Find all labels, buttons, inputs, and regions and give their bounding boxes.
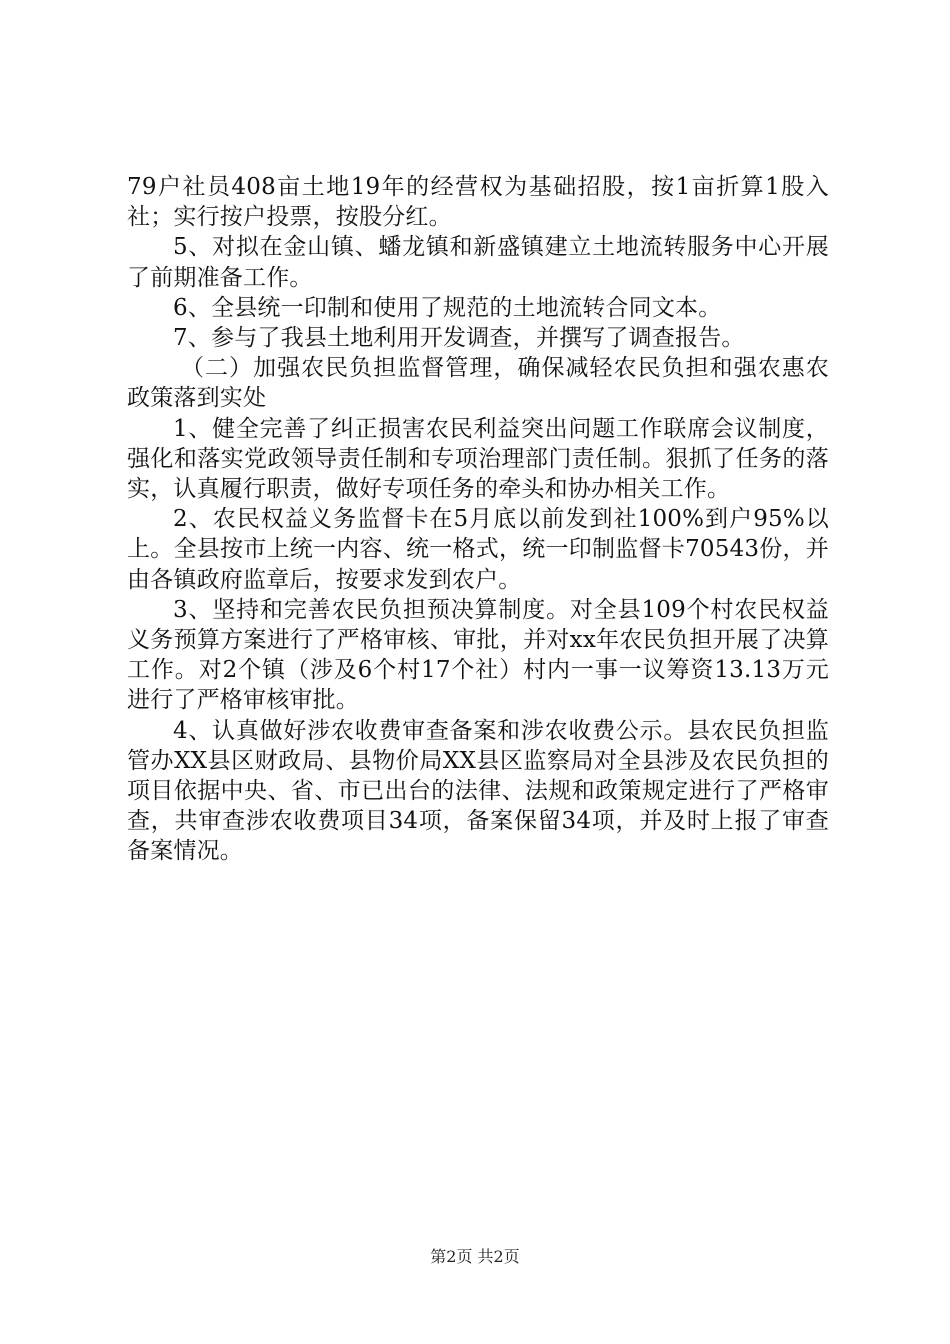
document-body: [127, 172, 829, 867]
paragraph-item-5: 5、对拟在金山镇、蟠龙镇和新盛镇建立土地流转服务中心开展了前期准备工作。: [127, 234, 829, 291]
paragraph-item-1: 1、健全完善了纠正损害农民利益突出问题工作联席会议制度，强化和落实党政领导责任制和专项治理部门责任制。狠抓了任务的落实，认真履行职责，做好专项任务的牵头和协办相关工作。: [127, 415, 829, 503]
paragraph-item-4: 4、认真做好涉农收费审查备案和涉农收费公示。县农民负担监管办XX县区财政局、县物价局XX县区监察局对全县涉及农民负担的项目依据中央、省、市已出台的法律、法规和政策规定进行了严格审查，共审查涉农收费项目34项，备案保留34项，并及时上报了审查备案情况。: [127, 717, 829, 865]
section-heading-2: （二）加强农民负担监督管理，确保减轻农民负担和强农惠农政策落到实处: [127, 355, 829, 412]
paragraph-item-7: 7、参与了我县土地利用开发调查，并撰写了调查报告。: [173, 325, 745, 352]
paragraph-continuation: 79户社员408亩土地19年的经营权为基础招股，按1亩折算1股入社；实行按户投票，按股分红。: [127, 174, 829, 231]
paragraph-item-3: 3、坚持和完善农民负担预决算制度。对全县109个村农民权益义务预算方案进行了严格审核、审批，并对xx年农民负担开展了决算工作。对2个镇（涉及6个村17个社）村内一事一议筹资13.13万元进行了严格审核审批。: [127, 596, 829, 714]
paragraph-item-6: 6、全县统一印制和使用了规范的土地流转合同文本。: [173, 294, 722, 321]
page-footer: 第2页 共2页: [430, 1247, 520, 1266]
paragraph-item-2: 2、农民权益义务监督卡在5月底以前发到社100%到户95%以上。全县按市上统一内容、统一格式，统一印制监督卡70543份，并由各镇政府监章后，按要求发到农户。: [127, 506, 829, 593]
